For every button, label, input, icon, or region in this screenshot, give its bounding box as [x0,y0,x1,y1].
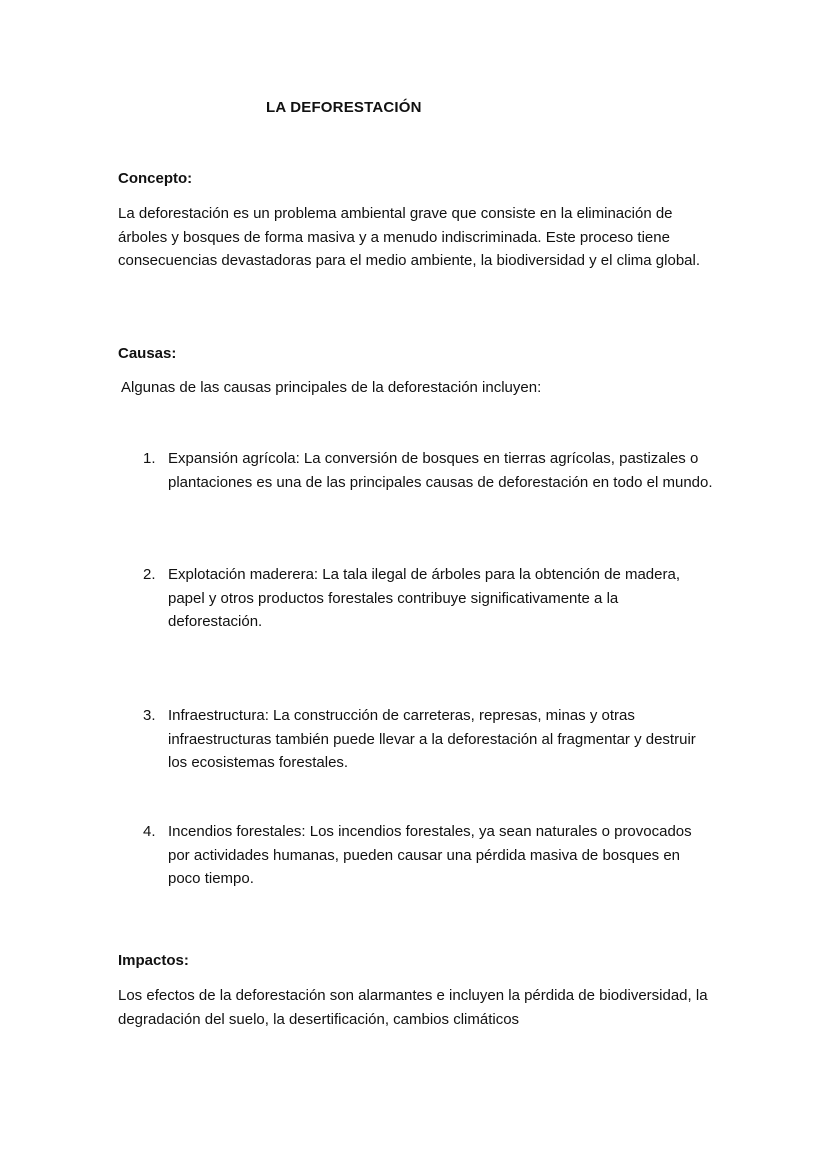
impactos-paragraph: Los efectos de la deforestación son alarmantes e incluyen la pérdida de biodiversidad, la degradación del suelo, la desertificación, cambios climáticos [118,987,708,1028]
list-item-text: Infraestructura: La construcción de carreteras, represas, minas y otras infraestructuras también puede llevar a la deforestación al fragmentar y destruir los ecosistemas forestales. [168,707,696,771]
list-item-text: Explotación maderera: La tala ilegal de árboles para la obtención de madera, papel y otros productos forestales contribuye significativamente a la deforestación. [168,566,680,630]
list-item-number: 2. [143,566,156,583]
document-title: LA DEFORESTACIÓN [266,99,422,116]
list-item-number: 3. [143,707,156,724]
list-item [143,820,713,891]
impactos-heading: Impactos: [118,952,189,969]
list-item [143,563,713,634]
list-item-text: Expansión agrícola: La conversión de bosques en tierras agrícolas, pastizales o plantaciones es una de las principales causas de deforestación en todo el mundo. [168,450,713,491]
concepto-paragraph: La deforestación es un problema ambiental grave que consiste en la eliminación de árboles y bosques de forma masiva y a menudo indiscriminada. Este proceso tiene consecuencias devastadoras para el medio ambiente, la biodiversidad y el clima global. [118,205,700,269]
causas-intro: Algunas de las causas principales de la deforestación incluyen: [121,379,542,396]
list-item [143,704,713,775]
list-item-number: 4. [143,823,156,840]
list-item-number: 1. [143,450,156,467]
causas-heading: Causas: [118,345,177,362]
list-item-text: Incendios forestales: Los incendios forestales, ya sean naturales o provocados por actividades humanas, pueden causar una pérdida masiva de bosques en poco tiempo. [168,823,692,887]
concepto-heading: Concepto: [118,170,193,187]
list-item [143,447,713,494]
